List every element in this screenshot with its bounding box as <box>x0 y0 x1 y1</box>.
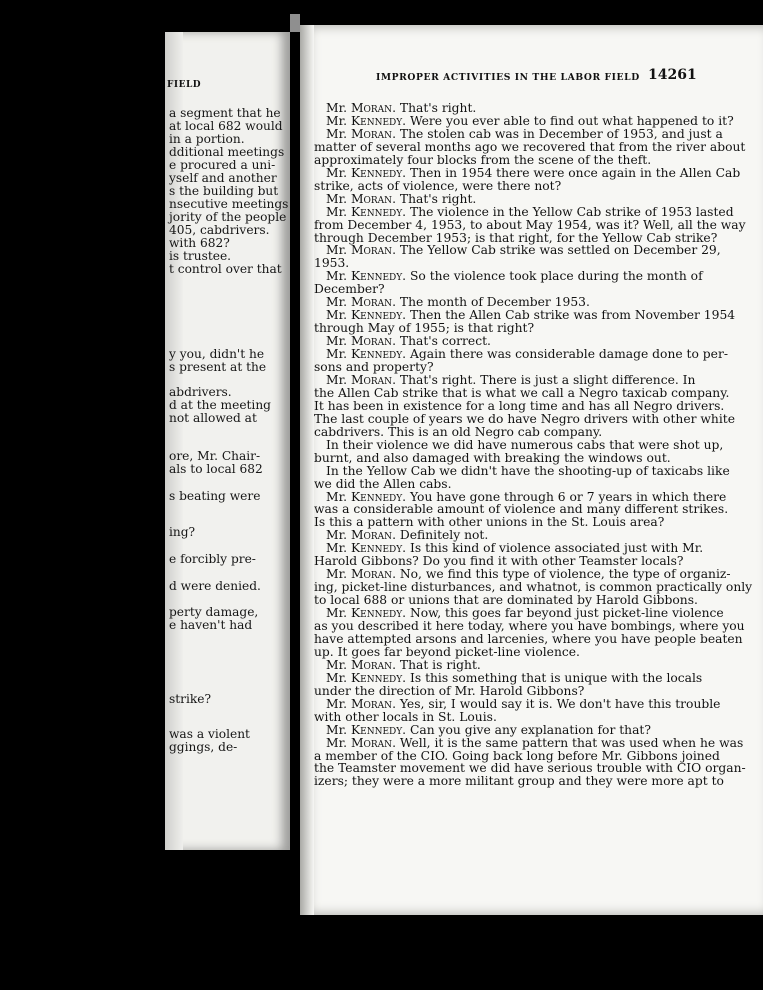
left-text-line: ing? <box>169 525 196 539</box>
left-text-line: not allowed at <box>169 411 257 425</box>
right-page <box>300 25 763 915</box>
left-text-line: y you, didn't he <box>169 347 265 361</box>
speaker-name: Moran <box>350 101 393 115</box>
left-text-line: e haven't had <box>169 618 253 632</box>
speaker-name: Kennedy <box>350 541 403 556</box>
body-text-line: we did the Allen cabs. <box>314 476 452 491</box>
speaker-name: Moran <box>350 295 393 310</box>
body-text-line: In the Yellow Cab we didn't have the shooting-up of taxicabs like <box>326 463 730 478</box>
left-text-line: at local 682 would <box>169 119 283 133</box>
book-spine <box>290 14 300 32</box>
speaker-name: Moran <box>350 191 393 206</box>
body-text-line: It has been in existence for a long time and has all Negro drivers. <box>314 398 725 413</box>
body-text-line: Mr. Kennedy. So the violence took place during the month of <box>326 269 703 284</box>
body-text-line: Mr. Moran. The stolen cab was in December of 1953, and just a <box>326 126 723 141</box>
body-text-line: ing, picket-line disturbances, and whatnot, is common practically only <box>314 580 753 595</box>
left-text-line: with 682? <box>169 236 230 250</box>
speaker-name: Kennedy <box>350 204 403 219</box>
body-text-line: Mr. Moran. Well, it is the same pattern that was used when he was <box>326 735 744 750</box>
body-text-line: December? <box>314 282 385 297</box>
left-running-head: FIELD <box>167 80 202 90</box>
speaker-name: Kennedy <box>350 489 403 504</box>
left-text-line: in a portion. <box>169 132 245 146</box>
left-text-line: e forcibly pre- <box>169 552 256 566</box>
body-text-line: through May of 1955; is that right? <box>314 321 535 336</box>
body-text-line: approximately four blocks from the scene of the theft. <box>314 152 652 167</box>
speaker-name: Moran <box>350 528 393 543</box>
body-text-line: from December 4, 1953, to about May 1954, was it? Well, all the way <box>314 217 746 232</box>
speaker-name: Moran <box>350 372 393 387</box>
body-text-line: matter of several months ago we recovered that from the river about <box>314 139 746 154</box>
speaker-name: Moran <box>350 696 393 711</box>
running-head: IMPROPER ACTIVITIES IN THE LABOR FIELD <box>376 72 640 83</box>
body-text-line: as you described it here today, where you have bombings, where you <box>314 619 745 633</box>
page-number: 14261 <box>648 67 697 83</box>
body-text-line: to local 688 or unions that are dominated by Harold Gibbons. <box>314 593 698 608</box>
body-text-line: Mr. Kennedy. The violence in the Yellow Cab strike of 1953 lasted <box>326 204 734 219</box>
body-text-line: Mr. Kennedy. Is this kind of violence associated just with Mr. <box>326 541 704 556</box>
body-text-line: Mr. Kennedy. Can you give any explanation for that? <box>326 722 651 737</box>
speaker-name: Kennedy <box>350 347 403 362</box>
speaker-name: Moran <box>350 126 393 141</box>
body-text-line: Mr. Moran. Yes, sir, I would say it is. We don't have this trouble <box>326 696 721 711</box>
body-text-line: Mr. Kennedy. Now, this goes far beyond just picket-line violence <box>326 606 724 621</box>
left-text-line: nsecutive meetings <box>169 197 289 211</box>
body-text-line: Mr. Moran. That is right. <box>326 657 481 672</box>
left-text-line: als to local 682 <box>169 462 263 476</box>
body-text-line: izers; they were a more militant group and they were more apt to <box>314 774 724 789</box>
speaker-name: Moran <box>350 334 393 349</box>
body-text-line: up. It goes far beyond picket-line violence. <box>314 644 580 659</box>
left-text-line: was a violent <box>169 727 250 741</box>
speaker-name: Kennedy <box>350 269 403 284</box>
left-text-line: 405, cabdrivers. <box>169 223 270 237</box>
right-page-gutter-shadow <box>300 25 314 915</box>
speaker-name: Kennedy <box>350 113 403 128</box>
body-text-line: Mr. Kennedy. You have gone through 6 or 7 years in which there <box>326 489 727 504</box>
body-text-line: Mr. Kennedy. Is this something that is unique with the locals <box>326 670 703 685</box>
speaker-name: Moran <box>350 567 393 582</box>
body-text-line: Is this a pattern with other unions in the St. Louis area? <box>314 515 665 530</box>
body-text-line: strike, acts of violence, were there not? <box>314 178 562 193</box>
left-text-line: strike? <box>169 692 212 706</box>
body-text-line: Mr. Kennedy. Then in 1954 there were once again in the Allen Cab <box>326 165 741 180</box>
body-text-line: Harold Gibbons? Do you find it with other Teamster locals? <box>314 554 684 569</box>
body-text-line: The last couple of years we do have Negro drivers with other white <box>314 411 735 426</box>
body-text-line: Mr. Moran. That's right. <box>326 101 477 115</box>
left-text-line: d were denied. <box>169 579 261 593</box>
left-text-line: ggings, de- <box>169 740 238 754</box>
body-text-line: through December 1953; is that right, for the Yellow Cab strike? <box>314 230 718 245</box>
body-text-line: 1953. <box>314 256 350 271</box>
left-text-line: is trustee. <box>169 249 232 263</box>
body-text-line: with other locals in St. Louis. <box>314 709 497 724</box>
left-text-line: s present at the <box>169 360 267 374</box>
left-text-line: e procured a uni- <box>169 158 276 172</box>
body-text-line: have attempted arsons and larcenies, where you have people beaten <box>314 631 743 646</box>
body-text-line: Mr. Moran. That's correct. <box>326 334 491 349</box>
left-text-line: abdrivers. <box>169 385 232 399</box>
left-page <box>165 32 290 850</box>
body-text-line: cabdrivers. This is an old Negro cab company. <box>314 424 603 439</box>
speaker-name: Kennedy <box>350 606 403 621</box>
speaker-name: Moran <box>350 657 393 672</box>
left-text-line: d at the meeting <box>169 398 271 412</box>
speaker-name: Moran <box>350 735 393 750</box>
body-text-line: a member of the CIO. Going back long before Mr. Gibbons joined <box>314 748 720 763</box>
speaker-name: Kennedy <box>350 722 403 737</box>
left-text-line: s beating were <box>169 489 261 503</box>
body-text-line: sons and property? <box>314 360 434 374</box>
left-text-line: s the building but <box>169 184 279 198</box>
body-text-line: the Allen Cab strike that is what we call a Negro taxicab company. <box>314 385 730 400</box>
body-text-line: Mr. Kennedy. Were you ever able to find out what happened to it? <box>326 113 734 128</box>
left-text-line: perty damage, <box>169 605 259 619</box>
body-text-line: Mr. Moran. The month of December 1953. <box>326 295 590 310</box>
left-text-line: a segment that he <box>169 106 281 120</box>
body-text-line: Mr. Kennedy. Again there was considerable damage done to per- <box>326 347 728 362</box>
left-text-line: dditional meetings <box>169 145 285 159</box>
speaker-name: Moran <box>350 243 393 258</box>
body-text-line: under the direction of Mr. Harold Gibbons? <box>314 683 585 698</box>
body-text-line: was a considerable amount of violence and many different strikes. <box>314 502 729 517</box>
speaker-name: Kennedy <box>350 165 403 180</box>
body-text-line: In their violence we did have numerous cabs that were shot up, <box>326 437 724 452</box>
speaker-name: Kennedy <box>350 670 403 685</box>
speaker-name: Kennedy <box>350 308 403 323</box>
left-text-line: yself and another <box>169 171 277 185</box>
body-text-line: Mr. Moran. That's right. There is just a slight difference. In <box>326 372 696 387</box>
left-text-line: t control over that <box>169 262 282 276</box>
body-text-line: Mr. Moran. The Yellow Cab strike was settled on December 29, <box>326 243 721 258</box>
body-text-line: the Teamster movement we did have serious trouble with CIO organ- <box>314 761 746 776</box>
left-text-line: jority of the people <box>169 210 287 224</box>
body-text-line: Mr. Moran. That's right. <box>326 191 477 206</box>
body-text-line: Mr. Moran. No, we find this type of violence, the type of organiz- <box>326 567 731 582</box>
body-text-line: Mr. Kennedy. Then the Allen Cab strike was from November 1954 <box>326 308 736 323</box>
left-text-line: ore, Mr. Chair- <box>169 449 261 463</box>
body-text-line: burnt, and also damaged with breaking the windows out. <box>314 450 671 465</box>
body-text-line: Mr. Moran. Definitely not. <box>326 528 489 543</box>
